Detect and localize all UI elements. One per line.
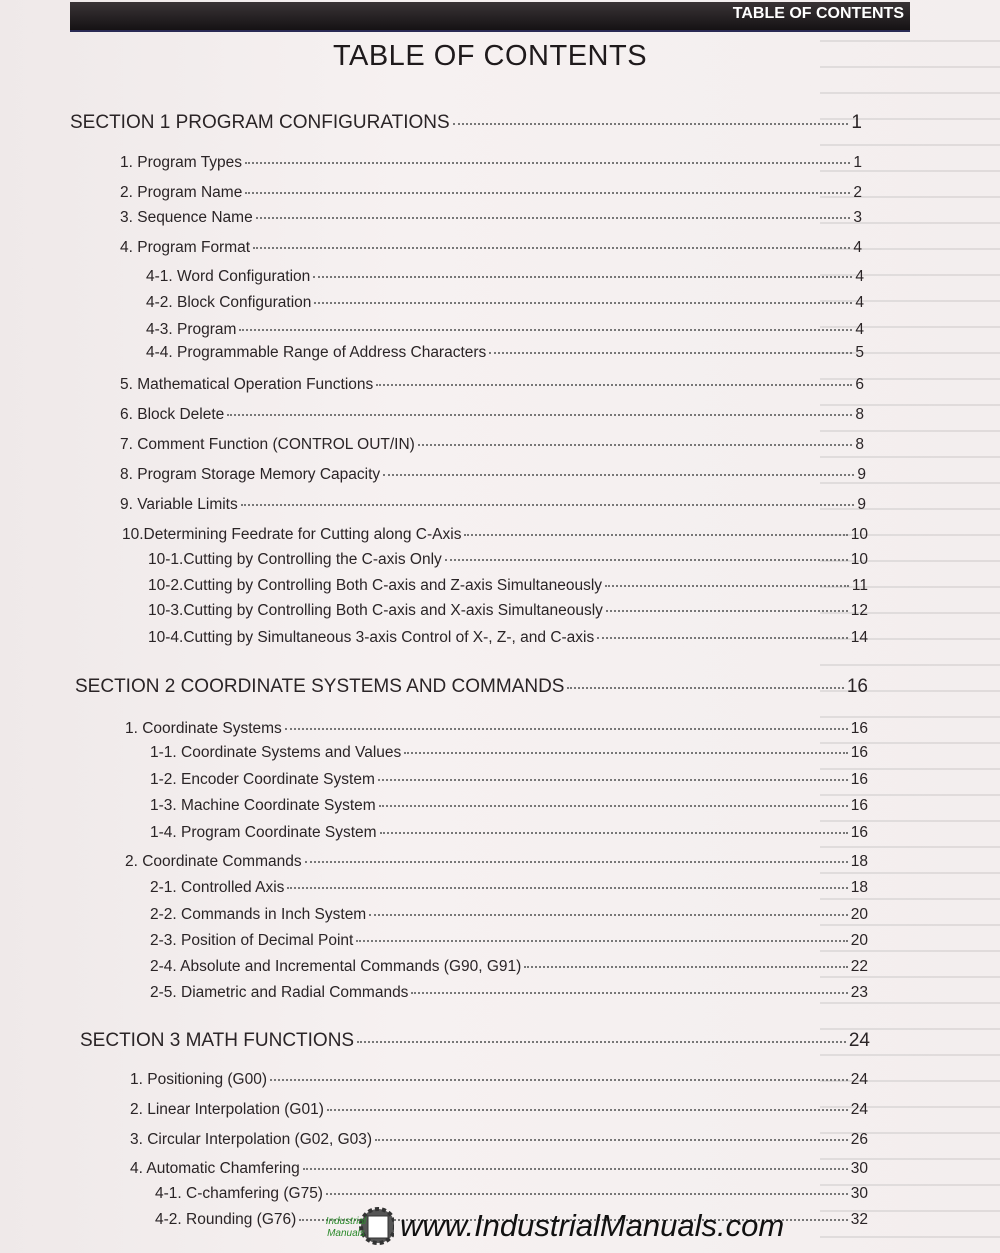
toc-entry [120,184,862,206]
page-number: 24 [850,1071,868,1088]
page-number: 24 [848,1030,870,1051]
toc-entry [146,268,864,290]
page-number: 1 [851,112,862,133]
entry-title: SECTION 3 MATH FUNCTIONS [80,1030,355,1051]
page-number: 24 [850,1101,868,1118]
entry-title: 2-3. Position of Decimal Point [150,932,354,949]
entry-title: 1-1. Coordinate Systems and Values [150,744,402,761]
leader-dots [567,687,843,689]
page-number: 3 [853,209,862,226]
entry-title: 2. Coordinate Commands [125,853,302,870]
leader-dots [285,728,848,730]
leader-dots [245,162,850,164]
toc-entry [120,406,864,428]
page-number: 10 [850,551,868,568]
entry-title: 10-4.Cutting by Simultaneous 3-axis Control of X-, Z-, and C-axis [148,629,595,646]
leader-dots [445,559,848,561]
watermark-url: www.IndustrialManuals.com [400,1208,785,1243]
toc-entry [125,720,868,742]
page-number: 4 [855,321,864,338]
toc-entry [150,771,868,793]
toc-entry [148,577,868,599]
page-number: 2 [853,184,862,201]
toc-entry [150,932,868,954]
leader-dots [418,444,853,446]
page-number: 23 [850,984,868,1001]
entry-title: 6. Block Delete [120,406,225,423]
page-number: 18 [850,853,868,870]
page-title: TABLE OF CONTENTS [332,40,648,72]
leader-dots [327,1109,848,1111]
entry-title: 1-2. Encoder Coordinate System [150,771,375,788]
entry-title: 7. Comment Function (CONTROL OUT/IN) [120,436,415,453]
leader-dots [375,1139,848,1141]
leader-dots [227,414,852,416]
toc-entry [148,551,868,573]
page-number: 4 [855,268,864,285]
leader-dots [356,940,847,942]
page-number: 11 [851,577,868,594]
page-number: 16 [850,824,868,841]
page-number: 30 [850,1185,868,1202]
toc-entry [130,1101,868,1123]
toc-entry [120,209,862,231]
toc-entry [146,294,864,316]
leader-dots [378,779,848,781]
page-number: 30 [850,1160,868,1177]
entry-title: 2-5. Diametric and Radial Commands [150,984,409,1001]
entry-title: 4-2. Block Configuration [146,294,312,311]
toc-section-entry [75,676,868,698]
leader-dots [303,1168,848,1170]
leader-dots [326,1193,848,1195]
page-number: 16 [850,771,868,788]
page-number: 9 [857,496,866,513]
entry-title: 4-4. Programmable Range of Address Characters [146,344,487,361]
svg-text:Industrial: Industrial [325,1216,367,1227]
leader-dots [313,276,852,278]
page-number: 26 [850,1131,868,1148]
leader-dots [597,637,848,639]
leader-dots [489,352,852,354]
entry-title: 5. Mathematical Operation Functions [120,376,374,393]
toc-entry [120,436,864,458]
page-number: 4 [853,239,862,256]
entry-title: 2. Linear Interpolation (G01) [130,1101,324,1118]
entry-title: 8. Program Storage Memory Capacity [120,466,381,483]
gear-book-logo-icon [322,1204,394,1248]
toc-entry [150,824,868,846]
leader-dots [256,217,851,219]
page-number: 22 [850,958,868,975]
leader-dots [314,302,852,304]
leader-dots [369,914,848,916]
leader-dots [379,805,848,807]
entry-title: 4-3. Program [146,321,237,338]
page-number: 16 [846,676,868,697]
toc-entry [148,629,868,651]
page-number: 20 [850,932,868,949]
leader-dots [453,123,849,125]
leader-dots [380,832,848,834]
page-number: 10 [850,526,868,543]
leader-dots [287,887,847,889]
watermark [322,1204,784,1248]
page-number: 6 [855,376,864,393]
svg-text:Manuals: Manuals [327,1228,365,1239]
page-number: 5 [855,344,864,361]
leader-dots [606,610,848,612]
entry-title: 9. Variable Limits [120,496,238,513]
leader-dots [305,861,848,863]
toc-entry [125,853,868,875]
page-number: 14 [850,629,868,646]
entry-title: 10-3.Cutting by Controlling Both C-axis and X-axis Simultaneously [148,602,603,619]
leader-dots [241,504,855,506]
toc-entry [148,602,868,624]
toc-entry [122,526,868,548]
entry-title: 10.Determining Feedrate for Cutting along C-Axis [122,526,462,543]
page-number: 18 [850,879,868,896]
toc-entry [120,496,866,518]
toc-entry [150,797,868,819]
toc-section-entry [80,1030,870,1052]
toc-entry [130,1071,868,1093]
leader-dots [270,1079,848,1081]
entry-title: 2-1. Controlled Axis [150,879,285,896]
entry-title: 4. Automatic Chamfering [130,1160,300,1177]
page-number: 16 [850,797,868,814]
leader-dots [464,534,847,536]
entry-title: 4. Program Format [120,239,251,256]
page-number: 9 [857,466,866,483]
page-number: 12 [850,602,868,619]
leader-dots [376,384,852,386]
entry-title: 4-2. Rounding (G76) [155,1211,297,1228]
leader-dots [357,1041,846,1043]
leader-dots [411,992,847,994]
entry-title: 4-1. Word Configuration [146,268,311,285]
leader-dots [524,966,847,968]
toc-entry [150,744,868,766]
leader-dots [605,585,849,587]
entry-title: 1. Positioning (G00) [130,1071,267,1088]
toc-entry [120,239,862,261]
toc-entry [146,321,864,343]
toc-entry [120,154,862,176]
entry-title: 1-3. Machine Coordinate System [150,797,376,814]
toc-entry [130,1160,868,1182]
toc-entry [150,958,868,980]
entry-title: 3. Sequence Name [120,209,253,226]
leader-dots [253,247,850,249]
page-number: 32 [850,1211,868,1228]
page-number: 16 [850,720,868,737]
toc-entry [120,376,864,398]
toc-entry [130,1131,868,1153]
entry-title: 3. Circular Interpolation (G02, G03) [130,1131,373,1148]
header-bar [70,2,910,32]
header-bar-label: TABLE OF CONTENTS [732,5,904,22]
toc-section-entry [70,112,862,134]
page-number: 1 [853,154,862,171]
leader-dots [404,752,847,754]
entry-title: 10-2.Cutting by Controlling Both C-axis and Z-axis Simultaneously [148,577,603,594]
entry-title: 10-1.Cutting by Controlling the C-axis Only [148,551,442,568]
page-number: 8 [855,406,864,423]
toc-entry [150,984,868,1006]
entry-title: 4-1. C-chamfering (G75) [155,1185,323,1202]
entry-title: 1-4. Program Coordinate System [150,824,377,841]
page-number: 16 [850,744,868,761]
leader-dots [383,474,854,476]
page-number: 20 [850,906,868,923]
leader-dots [245,192,850,194]
leader-dots [239,329,852,331]
page-number: 8 [855,436,864,453]
entry-title: 2-2. Commands in Inch System [150,906,367,923]
entry-title: 2-4. Absolute and Incremental Commands (G90, G91) [150,958,522,975]
toc-entry [150,906,868,928]
entry-title: SECTION 1 PROGRAM CONFIGURATIONS [70,112,450,133]
toc-entry [120,466,866,488]
entry-title: 2. Program Name [120,184,243,201]
entry-title: SECTION 2 COORDINATE SYSTEMS AND COMMANDS [75,676,565,697]
entry-title: 1. Coordinate Systems [125,720,282,737]
entry-title: 1. Program Types [120,154,243,171]
page-number: 4 [855,294,864,311]
toc-entry [146,344,864,366]
toc-entry [150,879,868,901]
